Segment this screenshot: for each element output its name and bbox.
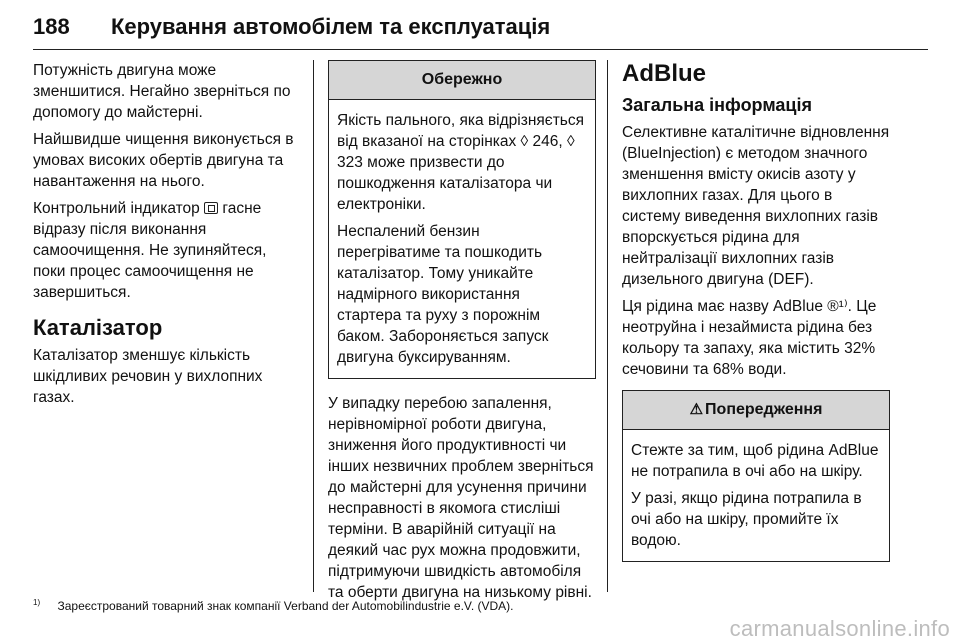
paragraph-text: гасне відразу після виконання самоочищення. Не зупиняйтеся, поки процес самоочищення не завершиться. [33,200,267,301]
column-left [33,60,301,414]
column-divider [607,60,608,592]
paragraph: Якість пального, яка відрізняється від вказаної на сторінках ◊ 246, ◊ 323 може призвести до пошкодження каталізатора чи електроніки. [337,112,585,213]
warning-body [623,430,889,561]
warning-box [622,390,890,562]
page-number: 188 [33,14,70,39]
paragraph: Селективне каталітичне відновлення (BlueInjection) є методом значного зменшення вмісту окисів азоту у вихлопних газах. Для цього в систему виведення вихлопних газів впорскується рідина для нейтралізації вихлопних газів дизельного двигуна (DEF). [622,124,890,288]
paragraph [33,198,301,303]
warning-triangle-icon: ⚠ [689,401,704,418]
paragraph: Найшвидше чищення виконується в умовах високих обертів двигуна та навантаження на нього. [33,131,294,190]
column-middle [328,60,596,609]
footnote-text: Зареєстрований товарний знак компанії Verband der Automobilindustrie e.V. (VDA). [57,599,514,613]
watermark: carmanualsonline.info [729,616,950,641]
page-header [33,14,928,50]
column-divider [313,60,314,592]
footnote-marker: 1) [33,598,41,607]
paragraph: У разі, якщо рідина потрапила в очі або на шкіру, промийте їх водою. [631,490,862,549]
caution-body [329,100,595,378]
engine-indicator-icon [204,202,218,214]
subsection-heading: Загальна інформація [622,95,812,115]
paragraph: Неспалений бензин перегріватиме та пошкодить каталізатор. Тому уникайте надмірного використання стартера та руху з порожнім баком. Забороняється запуск двигуна буксируванням. [337,223,549,366]
footnote [33,598,514,613]
caution-box [328,60,596,379]
paragraph: Стежте за тим, щоб рідина AdBlue не потрапила в очі або на шкіру. [631,442,879,480]
paragraph: Потужність двигуна може зменшитися. Негайно зверніться по допомогу до майстерні. [33,62,291,121]
column-right [622,60,890,576]
paragraph-text: Контрольний індикатор [33,200,200,217]
paragraph: Ця рідина має назву AdBlue ®¹⁾. Це неотруйна і незаймиста рідина без кольору та запаху, яка містить 32% сечовини та 68% води. [622,298,877,378]
warning-title: Попередження [705,401,823,418]
section-heading: Каталізатор [33,315,163,340]
caution-title: Обережно [329,61,595,100]
paragraph: Каталізатор зменшує кількість шкідливих речовин у вихлопних газах. [33,347,263,406]
paragraph: У випадку перебою запалення, нерівномірної роботи двигуна, зниження його продуктивності чи інших незвичних проблем зверніться до майстерні для усунення причини несправності в якомога стисліші терміни. В аварійній ситуації на деякий час рух можна продовжити, підтримуючи швидкість автомобіля та оберти двигуна на низькому рівні. [328,395,594,601]
warning-header [623,391,889,430]
section-heading: AdBlue [622,60,706,87]
page-title: Керування автомобілем та експлуатація [111,14,551,39]
